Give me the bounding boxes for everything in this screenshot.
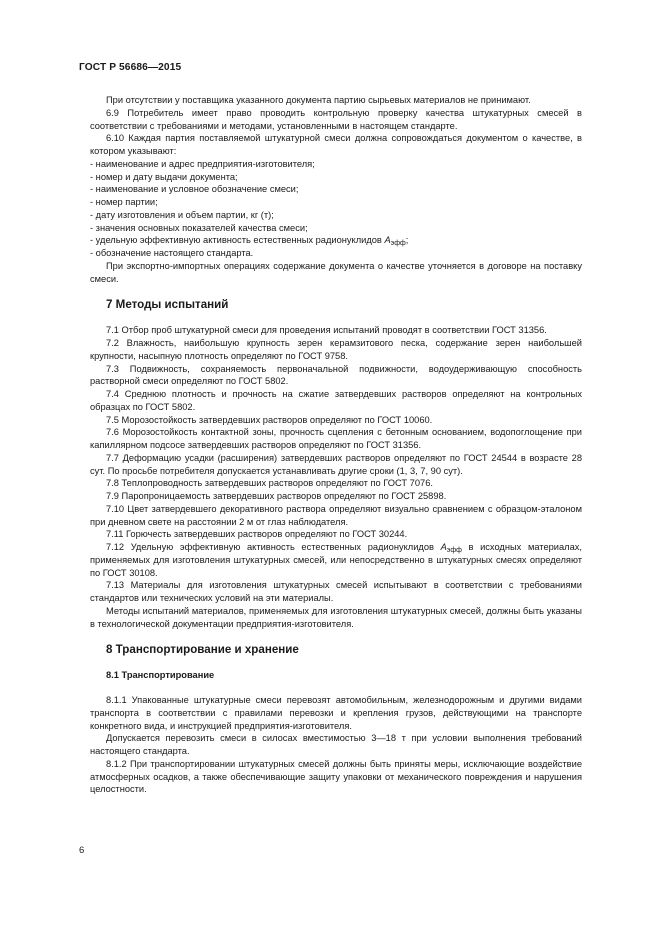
list-item: - обозначение настоящего стандарта.: [90, 248, 254, 258]
paragraph: 7.11 Горючесть затвердевших растворов определяют по ГОСТ 30244.: [106, 529, 408, 540]
paragraph: Методы испытаний материалов, применяемых для изготовления штукатурных смесей, должны быть указаны в технологической документации предприятия-изготовителя.: [90, 605, 582, 629]
list-item-activity: - удельную эффективную активность естественных радионуклидов $A_{эфф}$;: [90, 235, 409, 248]
paragraph: 7.13 Материалы для изготовления штукатурных смесей испытывают в соответствии с требованиями стандартов или технических условий на эти материалы.: [90, 580, 582, 603]
list-item: - наименование и условное обозначение смеси;: [90, 184, 299, 195]
paragraph: 6.9 Потребитель имеет право проводить контрольную проверку качества штукатурных смесей в соответствии с требованиями и методами, установленными в настоящем стандарте.: [90, 107, 582, 131]
paragraph: 7.1 Отбор проб штукатурной смеси для проведения испытаний проводят в соответствии ГОСТ 31356.: [106, 325, 547, 336]
paragraph: 8.1.1 Упакованные штукатурные смеси перевозят автомобильным, железнодорожным и другими видами транспорта в соответствии с правилами перевозки и крепления грузов, действующими на транспорте конкретного вида, и инструкцией предприятия-изготовителя.: [90, 695, 582, 731]
paragraph: 7.2 Влажность, наибольшую крупность зерен керамзитового песка, содержание зерен наибольшей крупности, насыпную плотность определяют по ГОСТ 9758.: [90, 338, 582, 361]
paragraph: 7.4 Среднюю плотность и прочность на сжатие затвердевших растворов определяют на контрольных образцах по ГОСТ 5802.: [90, 389, 582, 412]
paragraph: 7.9 Паропроницаемость затвердевших растворов определяют по ГОСТ 25898.: [106, 491, 447, 501]
document-header: ГОСТ Р 56686—2015: [79, 62, 182, 73]
paragraph: 7.3 Подвижность, сохраняемость первоначальной подвижности, водоудерживающую способность растворной смеси определяют по ГОСТ 5802.: [90, 363, 582, 387]
list-item: - номер партии;: [90, 197, 158, 207]
paragraph: 7.5 Морозостойкость затвердевших растворов определяют по ГОСТ 10060.: [106, 414, 433, 425]
subsection-heading: 8.1 Транспортирование: [106, 670, 215, 681]
paragraph: 6.10 Каждая партия поставляемой штукатурной смеси должна сопровождаться документом о качестве, в котором указывают:: [90, 133, 582, 156]
section-heading: 7 Методы испытаний: [106, 298, 229, 312]
page-number: 6: [79, 845, 85, 856]
paragraph: Допускается перевозить смеси в силосах вместимостью 3—18 т при условии выполнения требований настоящего стандарта.: [90, 733, 582, 756]
paragraph: 7.6 Морозостойкость контактной зоны, прочность сцепления с бетонным основанием, водопоглощение при капиллярном подсосе затвердевших растворов определяют по ГОСТ 31356.: [90, 427, 582, 450]
paragraph: При отсутствии у поставщика указанного документа партию сырьевых материалов не принимают.: [106, 95, 531, 105]
list-item: - номер и дату выдачи документа;: [90, 171, 238, 182]
paragraph: 8.1.2 При транспортировании штукатурных смесей должны быть приняты меры, исключающие воздействие атмосферных осадков, а также обеспечивающие защиту упаковки от механического повреждения и нарушения целостности.: [90, 758, 582, 795]
section-heading: 8 Транспортирование и хранение: [106, 643, 299, 657]
paragraph-7-12: 7.12 Удельную эффективную активность естественных радионуклидов $A_{эфф}$ в исходных материалах, применяемых для изготовления штукатурных смесей, или непосредственно в штукатурных смесях определяют по ГОСТ 30108.: [90, 542, 582, 578]
list-item: - дату изготовления и объем партии, кг (т);: [90, 209, 274, 220]
paragraph: При экспортно-импортных операциях содержание документа о качестве уточняется в договоре на поставку смеси.: [90, 260, 582, 284]
list-item: - наименование и адрес предприятия-изготовителя;: [90, 158, 315, 169]
paragraph: 7.7 Деформацию усадки (расширения) затвердевших растворов определяют по ГОСТ 24544 в возрасте 28 сут. По просьбе потребителя допускается устанавливать другие сроки (1, 3, 7, 90 сут).: [90, 452, 582, 476]
list-item: - значения основных показателей качества смеси;: [90, 222, 308, 233]
paragraph: 7.10 Цвет затвердевшего декоративного раствора определяют визуально сравнением с образцом-эталоном при дневном свете на расстоянии 2 м от глаз наблюдателя.: [90, 503, 582, 527]
paragraph: 7.8 Теплопроводность затвердевших растворов определяют по ГОСТ 7076.: [106, 478, 433, 489]
document-body: [90, 94, 582, 796]
